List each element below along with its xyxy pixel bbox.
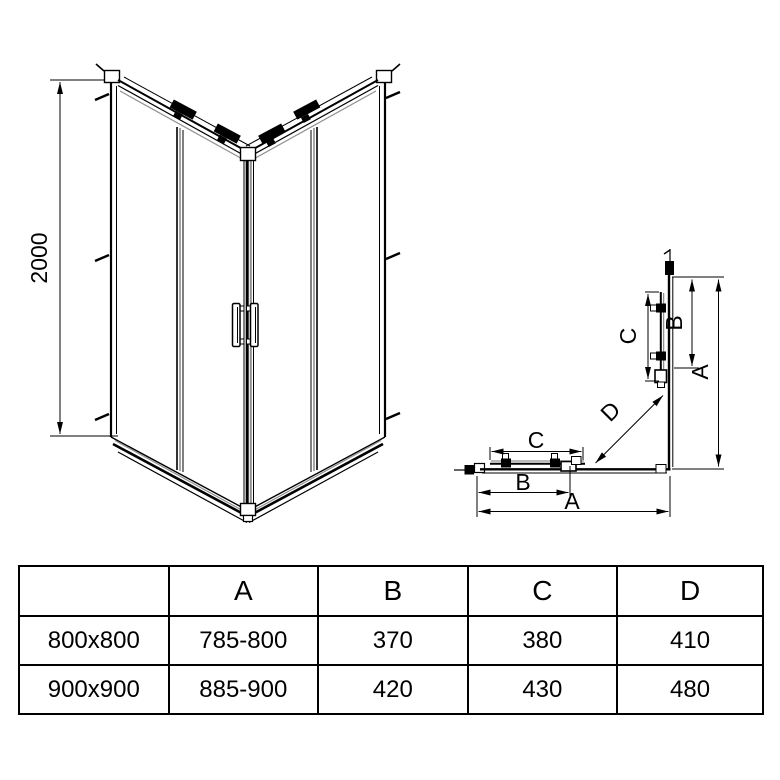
cell-b-900: 420 xyxy=(318,665,468,714)
cell-a-900: 885-900 xyxy=(169,665,319,714)
cell-c-800: 380 xyxy=(468,616,618,665)
glass-clamp xyxy=(501,459,511,468)
header-cell-size xyxy=(19,566,169,616)
wall-bracket-tick xyxy=(386,253,400,259)
cell-size-900: 900x900 xyxy=(19,665,169,714)
cell-a-800: 785-800 xyxy=(169,616,319,665)
plan-bottom-dimensions xyxy=(477,427,670,517)
cell-d-900: 480 xyxy=(617,665,763,714)
plan-dim-b-bottom: B xyxy=(515,469,531,495)
cell-b-800: 370 xyxy=(318,616,468,665)
front-view xyxy=(26,64,400,523)
plan-dim-b-right: B xyxy=(661,315,687,331)
size-table xyxy=(18,565,764,715)
plan-dim-d: D xyxy=(595,396,626,427)
front-height-dimension xyxy=(50,80,118,436)
wall-bracket-tick xyxy=(95,94,109,100)
front-left-wall xyxy=(95,64,250,523)
plan-dim-a-right: A xyxy=(687,364,713,380)
plan-view xyxy=(454,249,724,517)
header-cell-c: C xyxy=(468,566,618,616)
wall-bracket-tick xyxy=(386,92,400,98)
glass-clamp xyxy=(550,459,560,468)
cell-c-900: 430 xyxy=(468,665,618,714)
header-cell-a: A xyxy=(169,566,319,616)
wall-bracket-tick xyxy=(95,255,109,261)
door-handle-left xyxy=(233,304,245,347)
plan-dim-c-bottom: C xyxy=(527,427,545,453)
wall-bracket-tick xyxy=(95,414,109,420)
roller-bracket xyxy=(258,123,288,148)
table-header-row xyxy=(19,566,763,616)
table-row-800 xyxy=(19,616,763,665)
wall-bracket-tick xyxy=(386,413,400,419)
table-row-900 xyxy=(19,665,763,714)
glass-clamp xyxy=(656,352,666,361)
plan-diagonal-dimension xyxy=(595,396,663,464)
cell-d-800: 410 xyxy=(617,616,763,665)
front-center-post xyxy=(233,148,259,522)
header-cell-d: D xyxy=(617,566,763,616)
cell-size-800: 800x800 xyxy=(19,616,169,665)
header-cell-b: B xyxy=(318,566,468,616)
front-height-label: 2000 xyxy=(26,232,52,284)
front-right-wall xyxy=(246,64,400,523)
plan-dim-a-bottom: A xyxy=(564,488,580,514)
plan-bottom-wall xyxy=(454,454,671,475)
plan-dim-c-right: C xyxy=(615,327,641,345)
plan-right-wall xyxy=(651,249,675,469)
glass-clamp xyxy=(656,304,666,313)
